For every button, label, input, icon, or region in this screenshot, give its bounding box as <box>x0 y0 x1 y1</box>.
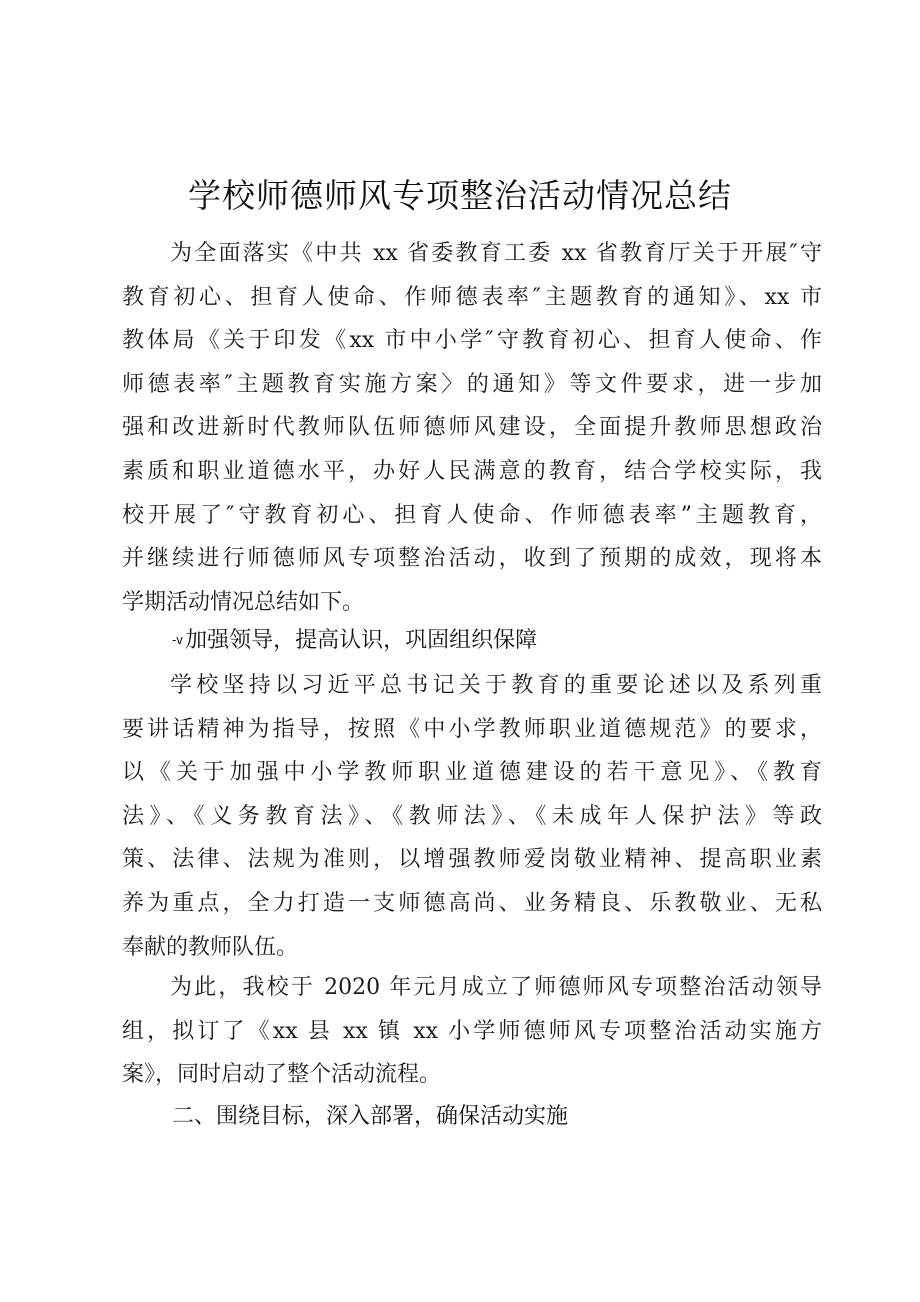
paragraph-intro <box>122 232 822 624</box>
text-line: 教育初心、担育人使命、作师德表率″主题教育的通知》、xx 市 <box>122 284 822 310</box>
text-line: 组，拟订了《xx 县 xx 镇 xx 小学师德师风专项整治活动实施方 <box>122 1018 822 1044</box>
text-line: 案》，同时启动了整个活动流程。 <box>122 1062 442 1088</box>
text-line: 为全面落实《中共 xx 省委教育工委 xx 省教育厅关于开展″守 <box>170 241 822 266</box>
text-line: 要讲话精神为指导，按照《中小学教师职业道德规范》的要求， <box>122 716 822 742</box>
document-title: 学校师德师风专项整治活动情况总结 <box>188 176 732 215</box>
heading-text: 加强领导，提高认识，巩固组织保障 <box>185 628 538 653</box>
text-line: 以《关于加强中小学教师职业道德建设的若干意见》、《教育 <box>122 760 822 786</box>
text-line: 素质和职业道德水平，办好人民满意的教育，结合学校实际，我 <box>122 458 822 484</box>
text-line: 法》、《义务教育法》、《教师法》、《未成年人保护法》等政 <box>122 803 822 829</box>
text-line: 策、法律、法规为准则，以增强教师爱岗敬业精神、提高职业素 <box>122 847 822 873</box>
paragraph-group-setup <box>122 966 822 1097</box>
text-line: 师德表率″主题教育实施方案〉的通知》等文件要求，进一步加 <box>122 371 822 397</box>
text-line: 教体局《关于印发《xx 市中小学″守教育初心、担育人使命、作 <box>122 328 822 354</box>
text-line: 奉献的教师队伍。 <box>122 934 299 960</box>
section-heading-1 <box>172 620 537 661</box>
section-heading-2: 二、围绕目标，深入部署，确保活动实施 <box>172 1104 569 1129</box>
text-line: 为此，我校于 2020 年元月成立了师德师风专项整治活动领导 <box>170 975 822 1000</box>
text-line: 强和改进新时代教师队伍师德师风建设，全面提升教师思想政治 <box>122 415 822 441</box>
text-line: 并继续进行师德师风专项整治活动，收到了预期的成效，现将本 <box>122 546 822 572</box>
text-line: 养为重点，全力打造一支师德高尚、业务精良、乐教敬业、无私 <box>122 890 822 916</box>
text-line: 学校坚持以习近平总书记关于教育的重要论述以及系列重 <box>170 673 822 698</box>
text-line: 校开展了″守教育初心、担育人使命、作师德表率”主题教育， <box>122 502 822 528</box>
text-line: 学期活动情况总结如下。 <box>122 589 365 615</box>
paragraph-leadership <box>122 664 822 969</box>
heading-marker: -v <box>172 633 184 647</box>
